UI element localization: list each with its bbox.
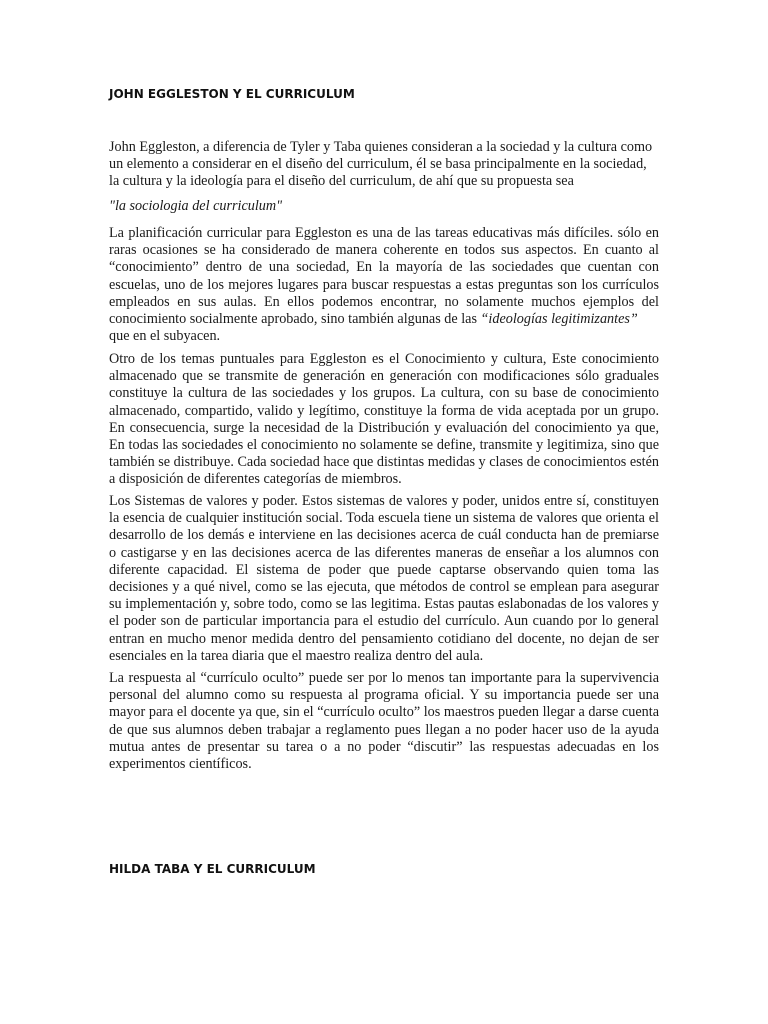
intro-paragraph xyxy=(109,139,659,191)
ideologias-emphasis: “ideologías legitimizantes” xyxy=(480,311,638,328)
paragraph-planificacion xyxy=(109,225,659,345)
section-heading-eggleston: JOHN EGGLESTON Y EL CURRICULUM xyxy=(109,87,355,101)
paragraph-curriculo-oculto-text: La respuesta al “currículo oculto” puede ser por lo menos tan importante para la supervivencia personal del alumno como su respuesta al programa oficial. Y su importancia puede ser una mayor para el docente ya que, sin el “currículo oculto” los maestros pueden llegar a darse cuenta de que sus alumnos deben trabajar a reglamento pues llegan a no poder hacer uso de la ayuda mutua antes de presentar su tarea o a no poder “discutir” las respuestas adecuadas en los experimentos científicos. xyxy=(109,670,659,773)
paragraph-2-before: La planificación curricular para Eggleston es una de las tareas educativas más difíciles. sólo en raras ocasiones se ha considerado de manera coherente en todos sus aspectos. En cuanto al “conocimiento” dentro de una sociedad, En la mayoría de las sociedades que cuentan con escuelas, uno de los mejores lugares para buscar respuestas a estas preguntas son los currículos empleados en sus aulas. En ellos podemos encontrar, no solamente muchos ejemplos del conocimiento socialmente aprobado, sino también algunas de las xyxy=(109,225,659,328)
paragraph-conocimiento-text: Otro de los temas puntuales para Eggleston es el Conocimiento y cultura, Este conocimiento almacenado que se transmite de generación en generación con modificaciones sólo graduales constituye la cultura de las sociedades y los grupos. La cultura, con su base de conocimiento almacenado, compartido, valido y legítimo, constituye la forma de vida aceptada por un grupo. En consecuencia, surge la necesidad de la Distribución y evaluación del conocimiento ya que, En todas las sociedades el conocimiento no solamente se define, transmite y legitimiza, sino que también se distribuye. Cada sociedad hace que distintas medidas y clases de conocimientos estén a disposición de diferentes categorías de miembros. xyxy=(109,351,660,488)
section-heading-taba: HILDA TABA Y EL CURRICULUM xyxy=(109,862,316,876)
paragraph-planificacion-text xyxy=(109,225,659,345)
quote-text: "la sociologia del curriculum" xyxy=(109,198,283,214)
intro-text: John Eggleston, a diferencia de Tyler y Taba quienes consideran a la sociedad y la cultura como un elemento a considerar en el diseño del curriculum, él se basa principalmente en la sociedad, la cultura y la ideología para el diseño del curriculum, de ahí que su propuesta sea xyxy=(109,139,653,190)
paragraph-valores-poder xyxy=(109,493,659,665)
paragraph-curriculo-oculto xyxy=(109,670,659,773)
paragraph-valores-poder-text: Los Sistemas de valores y poder. Estos sistemas de valores y poder, unidos entre sí, constituyen la esencia de cualquier institución social. Toda escuela tiene un sistema de valores que orienta el desarrollo de los demás e interviene en las decisiones acerca de cuál conducta han de premiarse o castigarse y en las decisiones acerca de las diferentes maneras de enseñar a los alumnos con diferente capacidad. El sistema de poder que puede captarse observando quien toma las decisiones y a qué nivel, como se las ejecuta, que métodos de control se emplean para asegurar su implementación y, sobre todo, como se las legitima. Estas pautas eslabonadas de los valores y el poder son de particular importancia para el estudio del currículo. Aun cuando por lo general entran en mucho menor medida dentro del pensamiento cotidiano del docente, no dejan de ser esenciales en la tarea diaria que el maestro realiza dentro del aula. xyxy=(109,493,659,664)
paragraph-conocimiento xyxy=(109,351,659,489)
quote-line xyxy=(109,198,659,215)
paragraph-2-after: que en el subyacen. xyxy=(109,328,221,345)
